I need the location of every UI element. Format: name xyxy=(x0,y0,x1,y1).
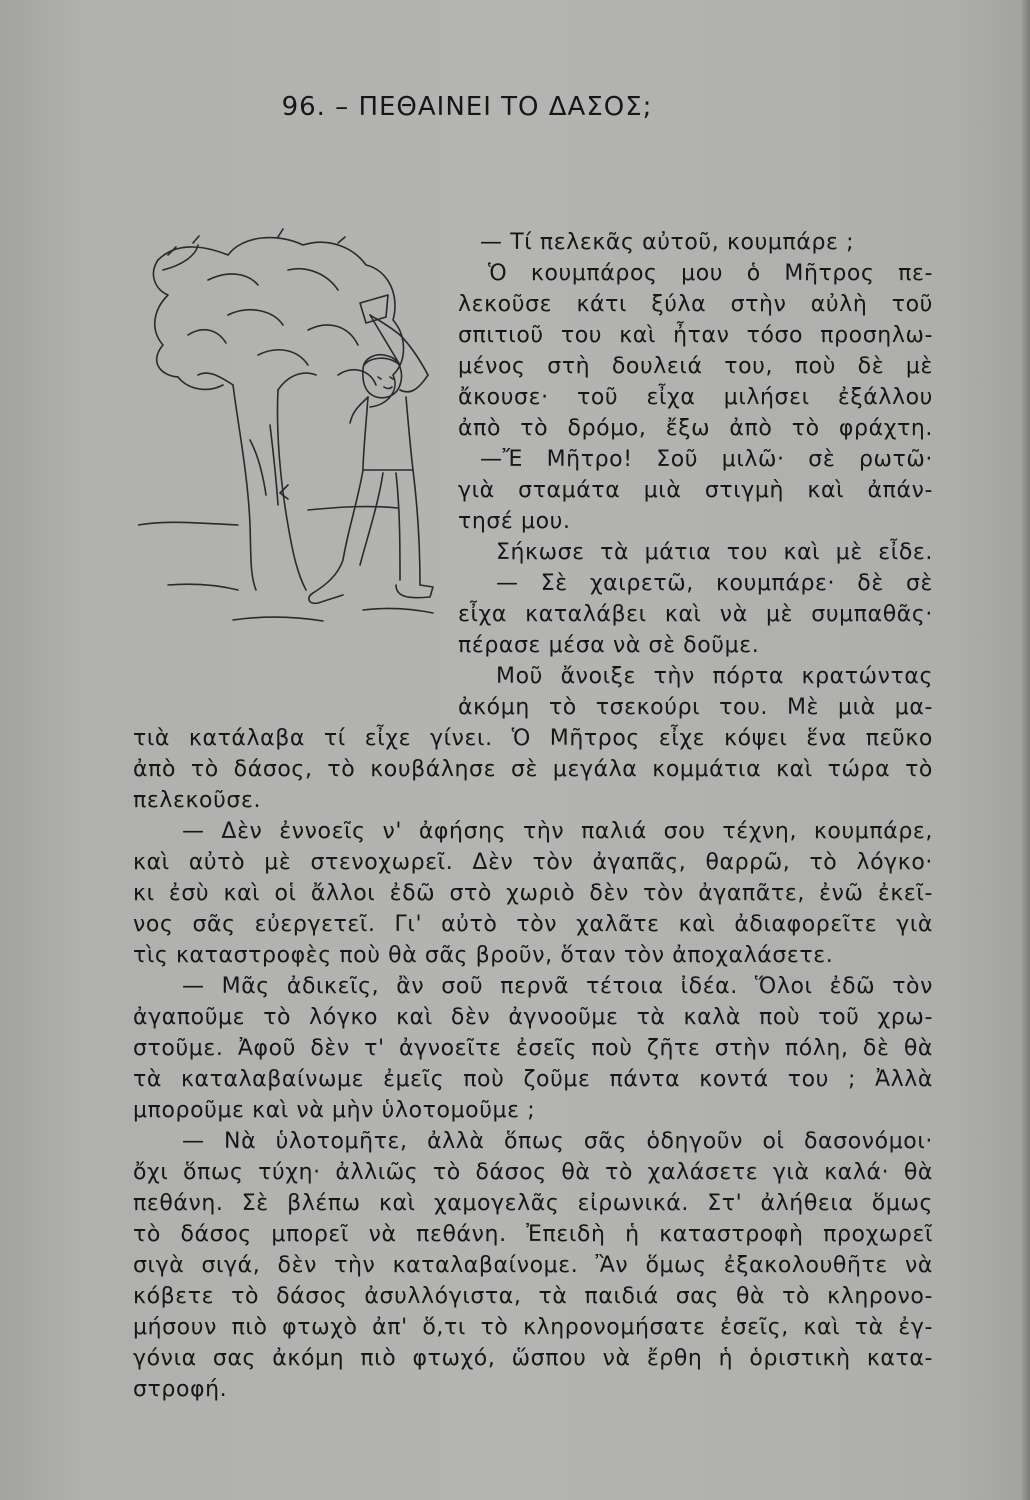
page-edge-shadow xyxy=(1022,0,1030,1500)
text-line: ἀκόμη τὸ τσεκούρι του. Μὲ μιὰ μα- xyxy=(458,695,933,720)
text-line: πέρασε μέσα νὰ σὲ δοῦμε. xyxy=(458,633,760,658)
text-line: λεκοῦσε κάτι ξύλα στὴν αὐλὴ τοῦ xyxy=(458,292,933,317)
text-line: — Τί πελεκᾶς αὐτοῦ, κουμπάρε ; xyxy=(480,230,855,255)
text-line: σιγὰ σιγά, δὲν τὴν καταλαβαίνομε. Ἂν ὅμως ἐξακολουθῆτε νὰ xyxy=(133,1253,933,1278)
text-line: νος σᾶς εὐεργετεῖ. Γι' αὐτὸ τὸν χαλᾶτε καὶ ἀδιαφορεῖτε γιὰ xyxy=(133,912,933,937)
text-line: —Ἔ Μῆτρο! Σοῦ μιλῶ· σὲ ρωτῶ· xyxy=(480,447,933,472)
text-line: τὸ δάσος μπορεῖ νὰ πεθάνη. Ἐπειδὴ ἡ καταστροφὴ προχωρεῖ xyxy=(133,1222,933,1247)
chapter-title: 96. – ΠΕΘΑΙΝΕΙ ΤΟ ΔΑΣΟΣ; xyxy=(281,92,653,122)
text-line: ὄχι ὅπως τύχη· ἀλλιῶς τὸ δάσος θὰ τὸ χαλάσετε γιὰ καλά· θὰ xyxy=(133,1160,933,1185)
text-line: μήσουν πιὸ φτωχὸ ἀπ' ὅ,τι τὸ κληρονομήσατε ἐσεῖς, καὶ τὰ ἐγ- xyxy=(133,1315,933,1340)
text-line: ἀπὸ τὸ δάσος, τὸ κουβάλησε σὲ μεγάλα κομμάτια καὶ τώρα τὸ xyxy=(133,757,933,782)
text-line: γόνια σας ἀκόμη πιὸ φτωχό, ὥσπου νὰ ἔρθη ἡ ὁριστικὴ κατα- xyxy=(133,1346,933,1371)
text-line: τησέ μου. xyxy=(458,509,571,534)
text-line: — Σὲ χαιρετῶ, κουμπάρε· δὲ σὲ xyxy=(496,571,933,596)
text-line: κόβετε τὸ δάσος ἀσυλλόγιστα, τὰ παιδιά σας θὰ τὸ κληρονο- xyxy=(133,1284,933,1309)
text-line: ἄκουσε· τοῦ εἶχα μιλήσει ἐξάλλου xyxy=(458,385,933,410)
text-line: Μοῦ ἄνοιξε τὴν πόρτα κρατώντας xyxy=(496,664,933,689)
text-line: Ὁ κουμπάρος μου ὁ Μῆτρος πε- xyxy=(488,261,933,286)
text-line: — Νὰ ὑλοτομῆτε, ἀλλὰ ὅπως σᾶς ὁδηγοῦν οἱ δασονόμοι· xyxy=(182,1129,933,1154)
text-line: τὰ καταλαβαίνωμε ἐμεῖς ποὺ ζοῦμε πάντα κοντά του ; Ἀλλὰ xyxy=(133,1067,933,1092)
text-line: καὶ αὐτὸ μὲ στενοχωρεῖ. Δὲν τὸν ἀγαπᾶς, θαρρῶ, τὸ λόγκο· xyxy=(133,850,933,875)
text-line: κι ἐσὺ καὶ οἱ ἄλλοι ἐδῶ στὸ χωριὸ δὲν τὸν ἀγαπᾶτε, ἐνῶ ἐκεῖ- xyxy=(133,881,933,906)
text-line: τιὰ κατάλαβα τί εἶχε γίνει. Ὁ Μῆτρος εἶχε κόψει ἕνα πεῦκο xyxy=(133,726,933,751)
text-line: σπιτιοῦ του καὶ ἦταν τόσο προσηλω- xyxy=(458,323,933,348)
text-line: — Μᾶς ἀδικεῖς, ἂν σοῦ περνᾶ τέτοια ἰδέα. Ὅλοι ἐδῶ τὸν xyxy=(182,974,933,999)
text-line: ἀγαποῦμε τὸ λόγκο καὶ δὲν ἀγνοοῦμε τὰ καλὰ ποὺ τοῦ χρω- xyxy=(133,1005,933,1030)
text-line: τὶς καταστροφὲς ποὺ θὰ σᾶς βροῦν, ὅταν τὸν ἀποχαλάσετε. xyxy=(133,943,834,968)
text-line: πελεκοῦσε. xyxy=(133,788,262,813)
text-line: μένος στὴ δουλειά του, ποὺ δὲ μὲ xyxy=(458,354,933,379)
text-line: γιὰ σταμάτα μιὰ στιγμὴ καὶ ἀπάν- xyxy=(458,478,933,503)
text-line: εἶχα καταλάβει καὶ νὰ μὲ συμπαθᾶς· xyxy=(458,602,933,627)
text-line: μποροῦμε καὶ νὰ μὴν ὑλοτομοῦμε ; xyxy=(133,1098,536,1123)
text-line: Σήκωσε τὰ μάτια του καὶ μὲ εἶδε. xyxy=(496,540,933,565)
text-line: πεθάνη. Σὲ βλέπω καὶ χαμογελᾶς εἰρωνικά. Στ' ἀλήθεια ὅμως xyxy=(133,1191,933,1216)
text-line: — Δὲν ἐννοεῖς ν' ἀφήσης τὴν παλιά σου τέχνη, κουμπάρε, xyxy=(182,819,933,844)
text-line: στοῦμε. Ἀφοῦ δὲν τ' ἀγνοεῖτε ἐσεῖς ποὺ ζῆτε στὴν πόλη, δὲ θὰ xyxy=(133,1036,933,1061)
text-line: στροφή. xyxy=(133,1377,228,1402)
woodcutter-illustration-icon xyxy=(138,225,458,635)
text-line: ἀπὸ τὸ δρόμο, ἔξω ἀπὸ τὸ φράχτη. xyxy=(458,416,933,441)
